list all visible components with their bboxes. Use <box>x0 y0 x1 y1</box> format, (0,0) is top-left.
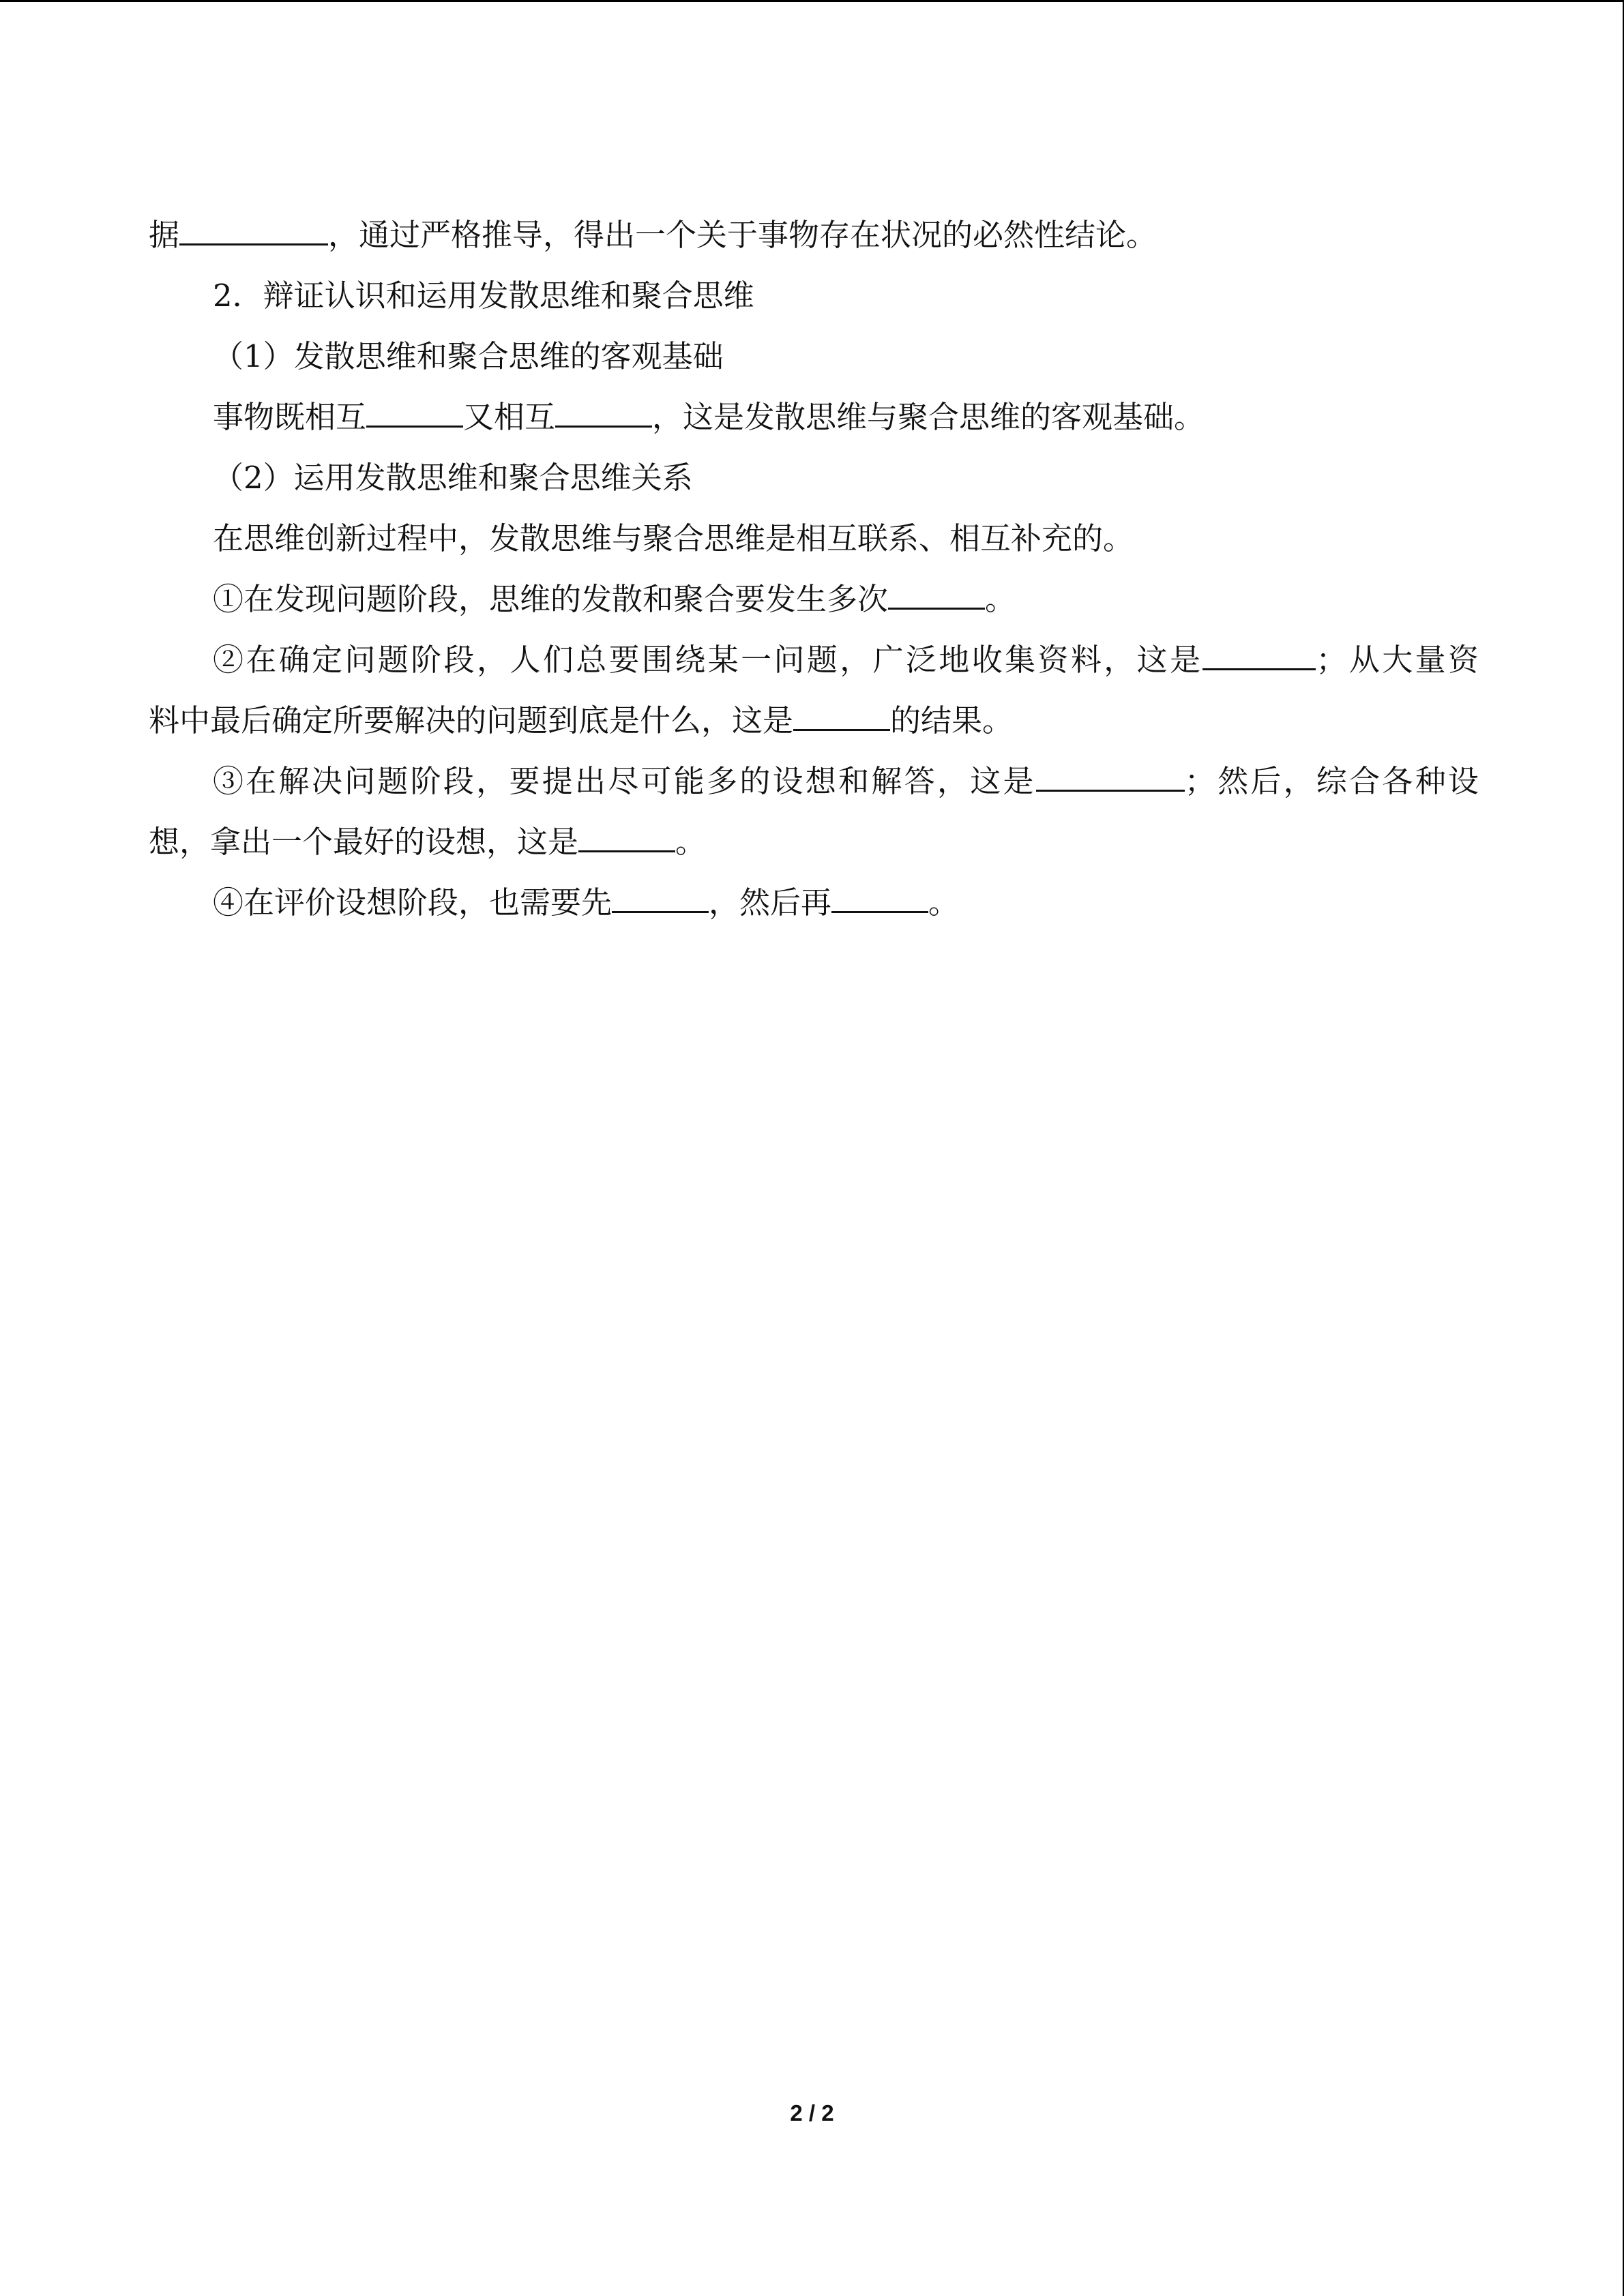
paragraph-stage-1 <box>149 569 1479 629</box>
paragraph-stage-3-line-2 <box>149 811 1479 872</box>
text-segment: ，这是发散思维与聚合思维的客观基础。 <box>652 399 1205 435</box>
paragraph-stage-3-line-1 <box>149 751 1479 811</box>
text-segment: ④在评价设想阶段，也需要先 <box>213 884 612 921</box>
section-heading-2 <box>149 265 1479 326</box>
fill-blank[interactable] <box>612 881 709 913</box>
fill-blank[interactable] <box>793 699 890 731</box>
text-segment: 。 <box>675 824 707 860</box>
fill-blank[interactable] <box>179 213 328 245</box>
paragraph-objective-basis <box>149 387 1479 447</box>
text-segment: ；从大量资 <box>1316 642 1479 678</box>
heading-text: 2．辩证认识和运用发散思维和聚合思维 <box>213 278 754 314</box>
document-body <box>149 205 1479 933</box>
fill-blank[interactable] <box>578 820 675 852</box>
text-segment: ②在确定问题阶段，人们总要围绕某一问题，广泛地收集资料，这是 <box>213 642 1203 678</box>
subheading-2 <box>149 447 1479 508</box>
text-segment: 在思维创新过程中，发散思维与聚合思维是相互联系、相互补充的。 <box>213 520 1134 556</box>
text-segment: 的结果。 <box>890 702 1014 739</box>
fill-blank[interactable] <box>888 578 985 610</box>
text-segment: ①在发现问题阶段，思维的发散和聚合要发生多次 <box>213 581 889 617</box>
text-segment: ，然后再 <box>709 884 832 921</box>
paragraph-stage-2-line-2 <box>149 690 1479 751</box>
text-segment: 想，拿出一个最好的设想，这是 <box>149 824 579 860</box>
paragraph-relationship <box>149 508 1479 569</box>
text-segment: 又相互 <box>463 399 556 435</box>
paragraph-stage-4 <box>149 872 1479 933</box>
text-segment: 事物既相互 <box>213 399 367 435</box>
text-segment: 。 <box>985 581 1016 617</box>
fill-blank[interactable] <box>831 881 928 913</box>
subheading-1 <box>149 326 1479 387</box>
text-segment: 据 <box>149 217 180 253</box>
text-segment: ③在解决问题阶段，要提出尽可能多的设想和解答，这是 <box>213 763 1036 799</box>
text-segment: 。 <box>928 884 960 921</box>
fill-blank[interactable] <box>1036 760 1185 792</box>
text-segment: 料中最后确定所要解决的问题到底是什么，这是 <box>149 702 794 739</box>
fill-blank[interactable] <box>555 396 652 428</box>
paragraph-stage-2-line-1 <box>149 629 1479 690</box>
fill-blank[interactable] <box>366 396 463 428</box>
heading-text: （1）发散思维和聚合思维的客观基础 <box>213 338 724 374</box>
fill-blank[interactable] <box>1202 638 1316 670</box>
text-segment: ，通过严格推导，得出一个关于事物存在状况的必然性结论。 <box>328 217 1157 253</box>
heading-text: （2）运用发散思维和聚合思维关系 <box>213 460 693 496</box>
paragraph-1 <box>149 205 1479 265</box>
text-segment: ；然后，综合各种设 <box>1184 763 1479 799</box>
page-number: 2 / 2 <box>790 2100 834 2126</box>
